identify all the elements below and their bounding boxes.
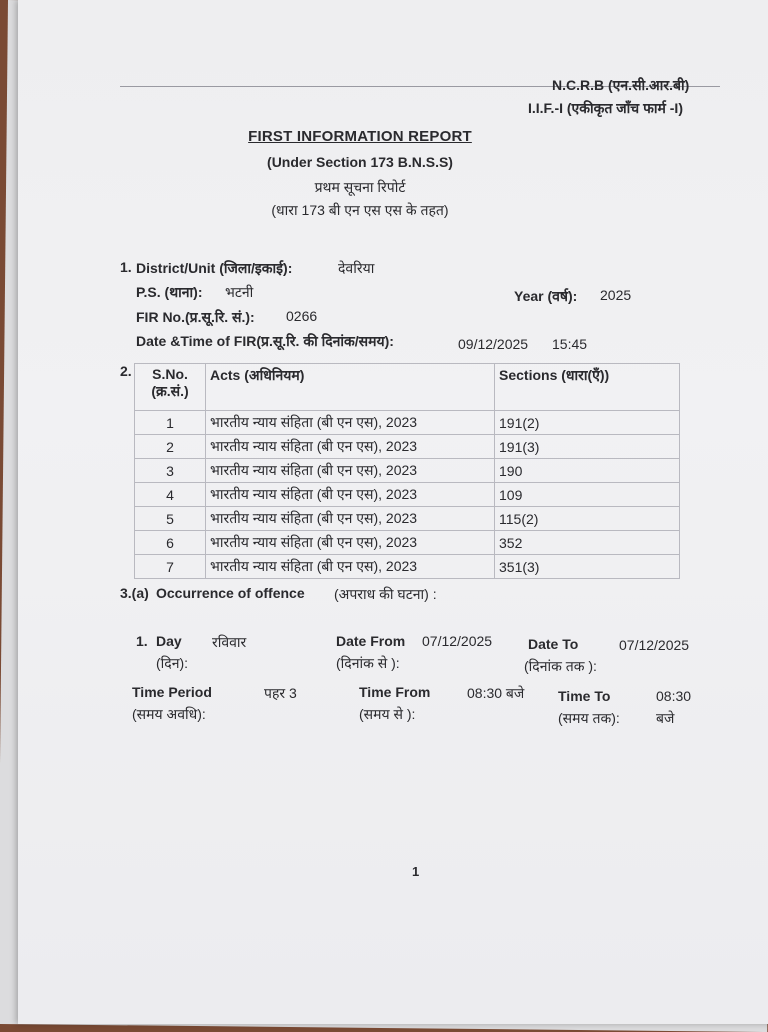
table-row — [135, 411, 680, 435]
report-title: FIRST INFORMATION REPORT — [248, 128, 472, 145]
ps-value: भटनी — [225, 284, 254, 300]
report-section-hi: (धारा 173 बी एन एस एस के तहत) — [271, 202, 449, 218]
report-title-hi: प्रथम सूचना रिपोर्ट — [314, 179, 406, 195]
occurrence-heading: Occurrence of offence — [156, 585, 305, 601]
page-number: 1 — [412, 864, 420, 879]
row-act: भारतीय न्याय संहिता (बी एन एस), 2023 — [206, 483, 495, 507]
sno-header-line1: S.No. — [152, 366, 188, 382]
report-section-en: (Under Section 173 B.N.S.S) — [267, 154, 453, 170]
ncrb-label: N.C.R.B (एन.सी.आर.बी) — [552, 77, 690, 93]
row-sno: 5 — [135, 507, 206, 531]
table-row — [135, 531, 680, 555]
table-row — [135, 555, 680, 579]
fir-no-value: 0266 — [286, 308, 318, 324]
item-number-3a-1: 1. — [136, 633, 148, 649]
item-number-1: 1. — [120, 259, 132, 275]
iif-label: I.I.F.-I (एकीकृत जाँच फार्म -I) — [528, 100, 683, 116]
item-number-3a: 3.(a) — [120, 585, 149, 601]
time-from-label-hi: (समय से ): — [359, 706, 416, 722]
row-act: भारतीय न्याय संहिता (बी एन एस), 2023 — [206, 435, 495, 459]
date-to-label-hi: (दिनांक तक ): — [524, 658, 597, 674]
day-value: रविवार — [212, 634, 247, 650]
occurrence-heading-hi: (अपराध की घटना) : — [334, 586, 437, 602]
table-row — [135, 507, 680, 531]
item-number-2: 2. — [120, 363, 132, 379]
row-section: 191(3) — [495, 435, 680, 459]
ps-label: P.S. (थाना): — [136, 284, 203, 300]
table-row — [135, 435, 680, 459]
district-value: देवरिया — [338, 260, 375, 276]
year-value: 2025 — [600, 287, 632, 303]
fir-date-value: 09/12/2025 — [458, 336, 529, 352]
acts-table-header — [135, 364, 680, 411]
acts-header: Acts (अधिनियम) — [206, 364, 495, 411]
row-section: 115(2) — [495, 507, 680, 531]
time-from-label: Time From — [359, 684, 431, 700]
day-label: Day — [156, 633, 182, 649]
time-to-value: 08:30 — [656, 688, 692, 704]
district-label: District/Unit (जिला/इकाई): — [136, 260, 293, 276]
sections-header: Sections (धारा(एँ)) — [495, 364, 680, 411]
day-label-hi: (दिन): — [156, 655, 189, 671]
fir-datetime-label: Date &Time of FIR(प्र.सू.रि. की दिनांक/समय): — [136, 333, 394, 349]
date-from-label: Date From — [336, 633, 406, 649]
time-to-label: Time To — [558, 688, 611, 704]
row-act: भारतीय न्याय संहिता (बी एन एस), 2023 — [206, 555, 495, 579]
sno-header — [135, 364, 206, 411]
row-act: भारतीय न्याय संहिता (बी एन एस), 2023 — [206, 411, 495, 435]
row-section: 352 — [495, 531, 680, 555]
time-period-value: पहर 3 — [264, 685, 297, 701]
fir-time-value: 15:45 — [552, 336, 588, 352]
row-section: 190 — [495, 459, 680, 483]
row-act: भारतीय न्याय संहिता (बी एन एस), 2023 — [206, 507, 495, 531]
row-section: 109 — [495, 483, 680, 507]
acts-table — [134, 363, 680, 579]
table-row — [135, 459, 680, 483]
year-label: Year (वर्ष): — [514, 288, 578, 304]
time-period-label-hi: (समय अवधि): — [132, 706, 206, 722]
row-sno: 6 — [135, 531, 206, 555]
sno-header-line2: (क्र.सं.) — [151, 383, 189, 399]
time-from-value: 08:30 बजे — [467, 685, 525, 701]
time-period-label: Time Period — [132, 684, 212, 700]
row-sno: 2 — [135, 435, 206, 459]
row-section: 191(2) — [495, 411, 680, 435]
table-row — [135, 483, 680, 507]
row-sno: 7 — [135, 555, 206, 579]
date-to-label: Date To — [528, 636, 579, 652]
row-act: भारतीय न्याय संहिता (बी एन एस), 2023 — [206, 531, 495, 555]
row-act: भारतीय न्याय संहिता (बी एन एस), 2023 — [206, 459, 495, 483]
row-sno: 4 — [135, 483, 206, 507]
fir-no-label: FIR No.(प्र.सू.रि. सं.): — [136, 309, 255, 325]
row-section: 351(3) — [495, 555, 680, 579]
date-from-value: 07/12/2025 — [422, 633, 493, 649]
time-to-label-hi: (समय तक): — [558, 710, 620, 726]
row-sno: 3 — [135, 459, 206, 483]
date-from-label-hi: (दिनांक से ): — [336, 655, 400, 671]
time-to-value-suffix: बजे — [656, 710, 675, 726]
date-to-value: 07/12/2025 — [619, 637, 690, 653]
row-sno: 1 — [135, 411, 206, 435]
